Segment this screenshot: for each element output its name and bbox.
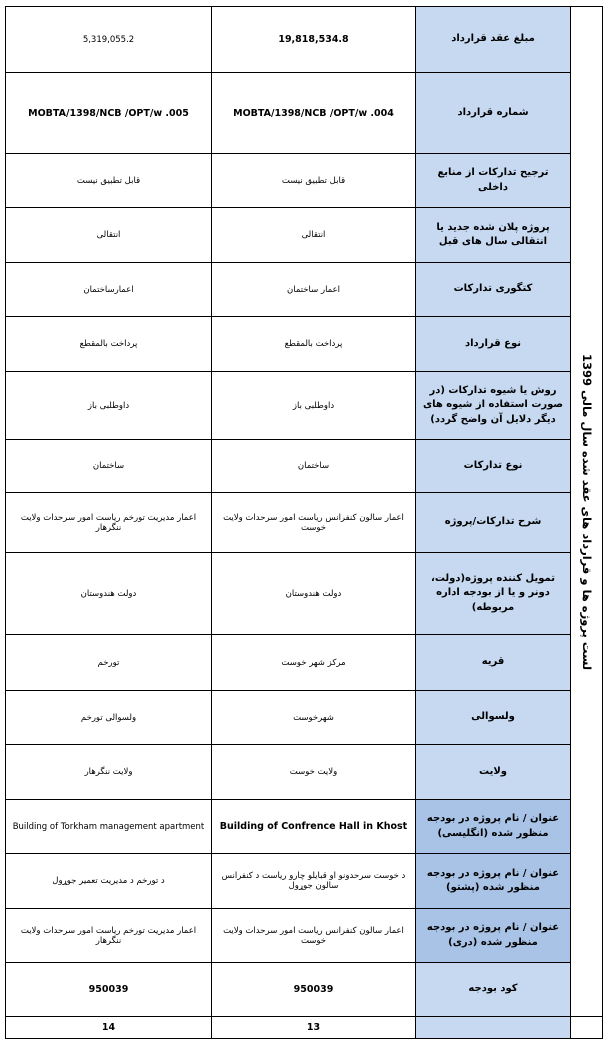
side-title: لست پروژه ها و قرارداد های عقد شده سال مالی 1399 [579, 353, 594, 670]
table-row [6, 372, 603, 440]
row-label: عنوان / نام پروژه در بودجه منظور شده (پشتو) [416, 854, 571, 909]
col14-value: انتقالی [6, 208, 212, 263]
row-label: شرح تدارکات/پروژه [416, 493, 571, 553]
table-row [6, 800, 603, 854]
col13-value: د خوست سرحدونو او قبایلو چارو ریاست د کنفرانس سالون جوړول [212, 854, 416, 909]
col14-value: اعمار مدیریت تورخم ریاست امور سرحدات ولایت ننگرهار [6, 493, 212, 553]
table-row [6, 73, 603, 154]
table-row [6, 745, 603, 800]
table-row [6, 208, 603, 263]
col13-value: شهرخوست [212, 691, 416, 745]
col13-value: انتقالی [212, 208, 416, 263]
col14-value: 950039 [6, 963, 212, 1017]
footer-row [6, 1017, 603, 1039]
row-label: تمویل کننده پروژه(دولت، دونر و یا از بودجه اداره مربوطه) [416, 553, 571, 635]
table-row [6, 154, 603, 208]
col13-value: قابل تطبیق نیست [212, 154, 416, 208]
col13-value: 950039 [212, 963, 416, 1017]
col13-value: پرداخت بالمقطع [212, 317, 416, 372]
row-label: عنوان / نام پروژه در بودجه منظور شده (دری) [416, 909, 571, 963]
col13-value: 19,818,534.8 [212, 7, 416, 73]
row-label: نوع قرارداد [416, 317, 571, 372]
column-number-13: 13 [212, 1017, 416, 1039]
side-title-cell [571, 7, 603, 1017]
table-row [6, 963, 603, 1017]
row-label: ولایت [416, 745, 571, 800]
row-label: روش یا شیوه تدارکات (در صورت استفاده از شیوه های دیگر دلایل آن واضح گردد) [416, 372, 571, 440]
row-label: شماره قرارداد [416, 73, 571, 154]
table-row [6, 493, 603, 553]
col13-value: ساختمان [212, 440, 416, 493]
footer-label-cell [416, 1017, 571, 1039]
row-label: نوع تدارکات [416, 440, 571, 493]
row-label: کتگوری تدارکات [416, 263, 571, 317]
col14-value: پرداخت بالمقطع [6, 317, 212, 372]
col14-value: 5,319,055.2 [6, 7, 212, 73]
row-label: کود بودجه [416, 963, 571, 1017]
table-row [6, 440, 603, 493]
row-label: پروژه پلان شده جدید یا انتقالی سال های قبل [416, 208, 571, 263]
col14-value: ولسوالی تورخم [6, 691, 212, 745]
col13-value: اعمار سالون کنفرانس ریاست امور سرحدات ولایت خوست [212, 493, 416, 553]
table-row [6, 854, 603, 909]
col14-value: تورخم [6, 635, 212, 691]
col13-value: مرکز شهر خوست [212, 635, 416, 691]
col14-value: داوطلبی باز [6, 372, 212, 440]
col13-value: داوطلبی باز [212, 372, 416, 440]
col13-value: MOBTA/1398/NCB /OPT/w .004 [212, 73, 416, 154]
col13-value: دولت هندوستان [212, 553, 416, 635]
table-row [6, 635, 603, 691]
col14-value: Building of Torkham management apartment [6, 800, 212, 854]
col14-value: د تورخم د مدیریت تعمیر جوړول [6, 854, 212, 909]
footer-side-cell [571, 1017, 603, 1039]
col14-value: ولایت ننگرهار [6, 745, 212, 800]
col14-value: قابل تطبیق نیست [6, 154, 212, 208]
table-row [6, 553, 603, 635]
col13-value: Building of Confrence Hall in Khost [212, 800, 416, 854]
col14-value: اعمار مدیریت تورخم ریاست امور سرحدات ولایت ننگرهار [6, 909, 212, 963]
table-row [6, 7, 603, 73]
table-row [6, 909, 603, 963]
row-label: ولسوالی [416, 691, 571, 745]
col13-value: ولایت خوست [212, 745, 416, 800]
row-label: ترجیح تدارکات از منابع داخلی [416, 154, 571, 208]
col14-value: اعمارساختمان [6, 263, 212, 317]
col14-value: MOBTA/1398/NCB /OPT/w .005 [6, 73, 212, 154]
contracts-table [5, 6, 603, 1039]
col13-value: اعمار ساختمان [212, 263, 416, 317]
table-row [6, 263, 603, 317]
col14-value: ساختمان [6, 440, 212, 493]
column-number-14: 14 [6, 1017, 212, 1039]
project-sheet [5, 6, 602, 1038]
col13-value: اعمار سالون کنفرانس ریاست امور سرحدات ولایت خوست [212, 909, 416, 963]
row-label: مبلغ عقد قرارداد [416, 7, 571, 73]
row-label: عنوان / نام پروژه در بودجه منظور شده (انگلیسی) [416, 800, 571, 854]
col14-value: دولت هندوستان [6, 553, 212, 635]
row-label: قریه [416, 635, 571, 691]
table-row [6, 691, 603, 745]
table-row [6, 317, 603, 372]
